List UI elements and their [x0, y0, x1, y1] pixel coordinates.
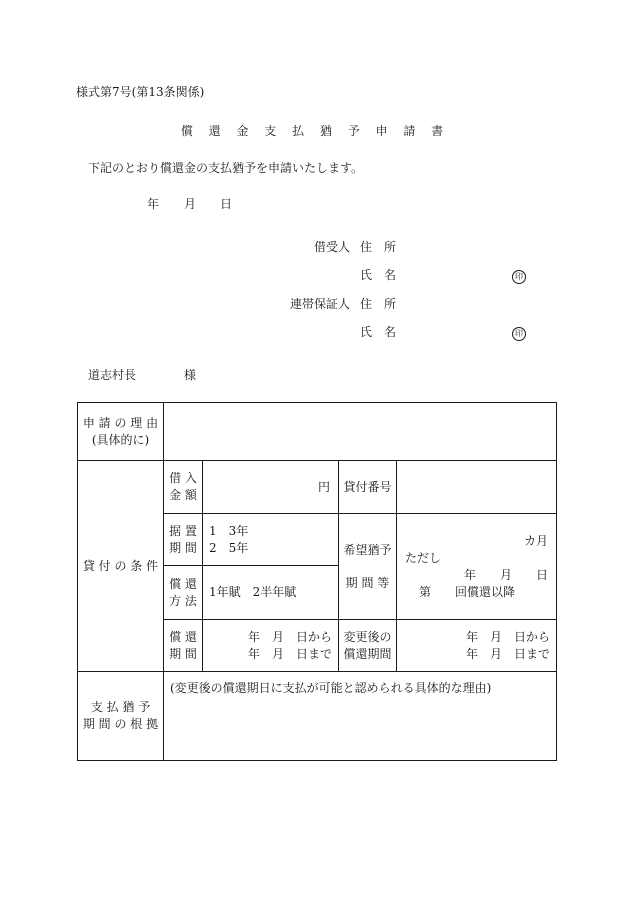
changed-label-1: 変更後の: [343, 629, 392, 644]
reason-label-cell: [78, 403, 164, 461]
guarantor-seal: [512, 325, 526, 341]
loan-amount-label-2: 金 額: [169, 488, 197, 502]
addressee-name: 道志村長: [88, 368, 137, 382]
changed-period-label-cell: [339, 620, 397, 672]
borrower-name-label: 氏 名: [360, 268, 397, 282]
document-title: 償 還 金 支 払 猶 予 申 請 書: [180, 124, 450, 138]
desired-label-2: 期 間 等: [345, 575, 390, 590]
however-label: ただし: [405, 550, 442, 565]
repay-method-label-2: 方 法: [169, 593, 197, 608]
basis-input-cell[interactable]: [164, 672, 557, 761]
loan-amount-label-1: 借 入: [169, 471, 197, 485]
changed-period-cell[interactable]: [397, 620, 557, 672]
grace-label-1: 据 置: [169, 523, 197, 538]
guarantor-label: 連帯保証人: [290, 297, 351, 311]
grace-option-2: 2 5年: [209, 540, 249, 555]
grace-options-cell[interactable]: [203, 514, 339, 566]
desired-period-cell[interactable]: [397, 514, 557, 620]
guarantor-address-label: 住 所: [360, 297, 397, 311]
seal-icon: 印: [512, 270, 526, 284]
desired-label-cell: [339, 514, 397, 620]
basis-label-1: 支 払 猶 予: [90, 700, 151, 714]
repay-method-value: 1年賦 2半年賦: [209, 585, 297, 599]
grace-label-2: 期 間: [169, 540, 197, 555]
repay-period-label-cell: [164, 620, 203, 672]
changed-period-from: 年 月 日から: [465, 629, 550, 644]
loan-number-label: 貸付番号: [343, 479, 392, 494]
loan-amount-row: [78, 461, 557, 514]
months-unit: カ月: [523, 533, 548, 548]
conditions-label-cell: [78, 461, 164, 672]
conditions-label: 貸 付 の 条 件: [82, 558, 159, 573]
grace-option-1: 1 3年: [209, 523, 249, 538]
changed-period-until: 年 月 日まで: [465, 646, 550, 661]
repay-method-cell[interactable]: [203, 566, 339, 620]
borrower-seal: [512, 268, 526, 284]
loan-amount-label-cell: [164, 461, 203, 514]
desired-date: 年 月 日: [463, 567, 548, 582]
loan-number-label-cell: [339, 461, 397, 514]
application-table: [77, 402, 557, 761]
repay-method-label-cell: [164, 566, 203, 620]
basis-row: [78, 672, 557, 761]
reason-row: [78, 403, 557, 461]
repay-period-from: 年 月 日から: [247, 629, 332, 644]
date-year: 年: [147, 197, 160, 211]
guarantor-name-label: 氏 名: [360, 325, 397, 339]
loan-number-input-cell[interactable]: [397, 461, 557, 514]
repay-period-label-2: 期 間: [169, 646, 197, 661]
seal-icon: 印: [512, 327, 526, 341]
borrower-address-label: 住 所: [360, 240, 397, 254]
reason-sub-label: (具体的に): [91, 432, 150, 447]
yen-unit: 円: [317, 479, 330, 494]
desired-label-1: 希望猶予: [343, 542, 392, 557]
date-day: 日: [220, 197, 233, 211]
repay-period-cell[interactable]: [203, 620, 339, 672]
addressee-honorific: 様: [184, 368, 197, 382]
repay-period-until: 年 月 日まで: [247, 646, 332, 661]
grace-label-cell: [164, 514, 203, 566]
borrower-label: 借受人: [314, 240, 351, 254]
changed-label-2: 償還期間: [343, 646, 392, 661]
repay-period-label-1: 償 還: [169, 629, 197, 644]
reason-input-cell[interactable]: [164, 403, 557, 461]
date-month: 月: [184, 197, 197, 211]
reason-label: 申 請 の 理 由: [82, 415, 159, 430]
from-installment: 第 回償還以降: [419, 584, 516, 599]
basis-note: (変更後の償還期日に支払が可能と認められる具体的な理由): [170, 681, 492, 695]
basis-label-2: 期 間 の 根 拠: [82, 717, 159, 731]
basis-label-cell: [78, 672, 164, 761]
form-number: 様式第7号(第13条関係): [76, 85, 205, 99]
intro-text: 下記のとおり償還金の支払猶予を申請いたします。: [88, 161, 364, 175]
loan-amount-input-cell[interactable]: [203, 461, 339, 514]
repay-method-label-1: 償 還: [169, 576, 197, 591]
